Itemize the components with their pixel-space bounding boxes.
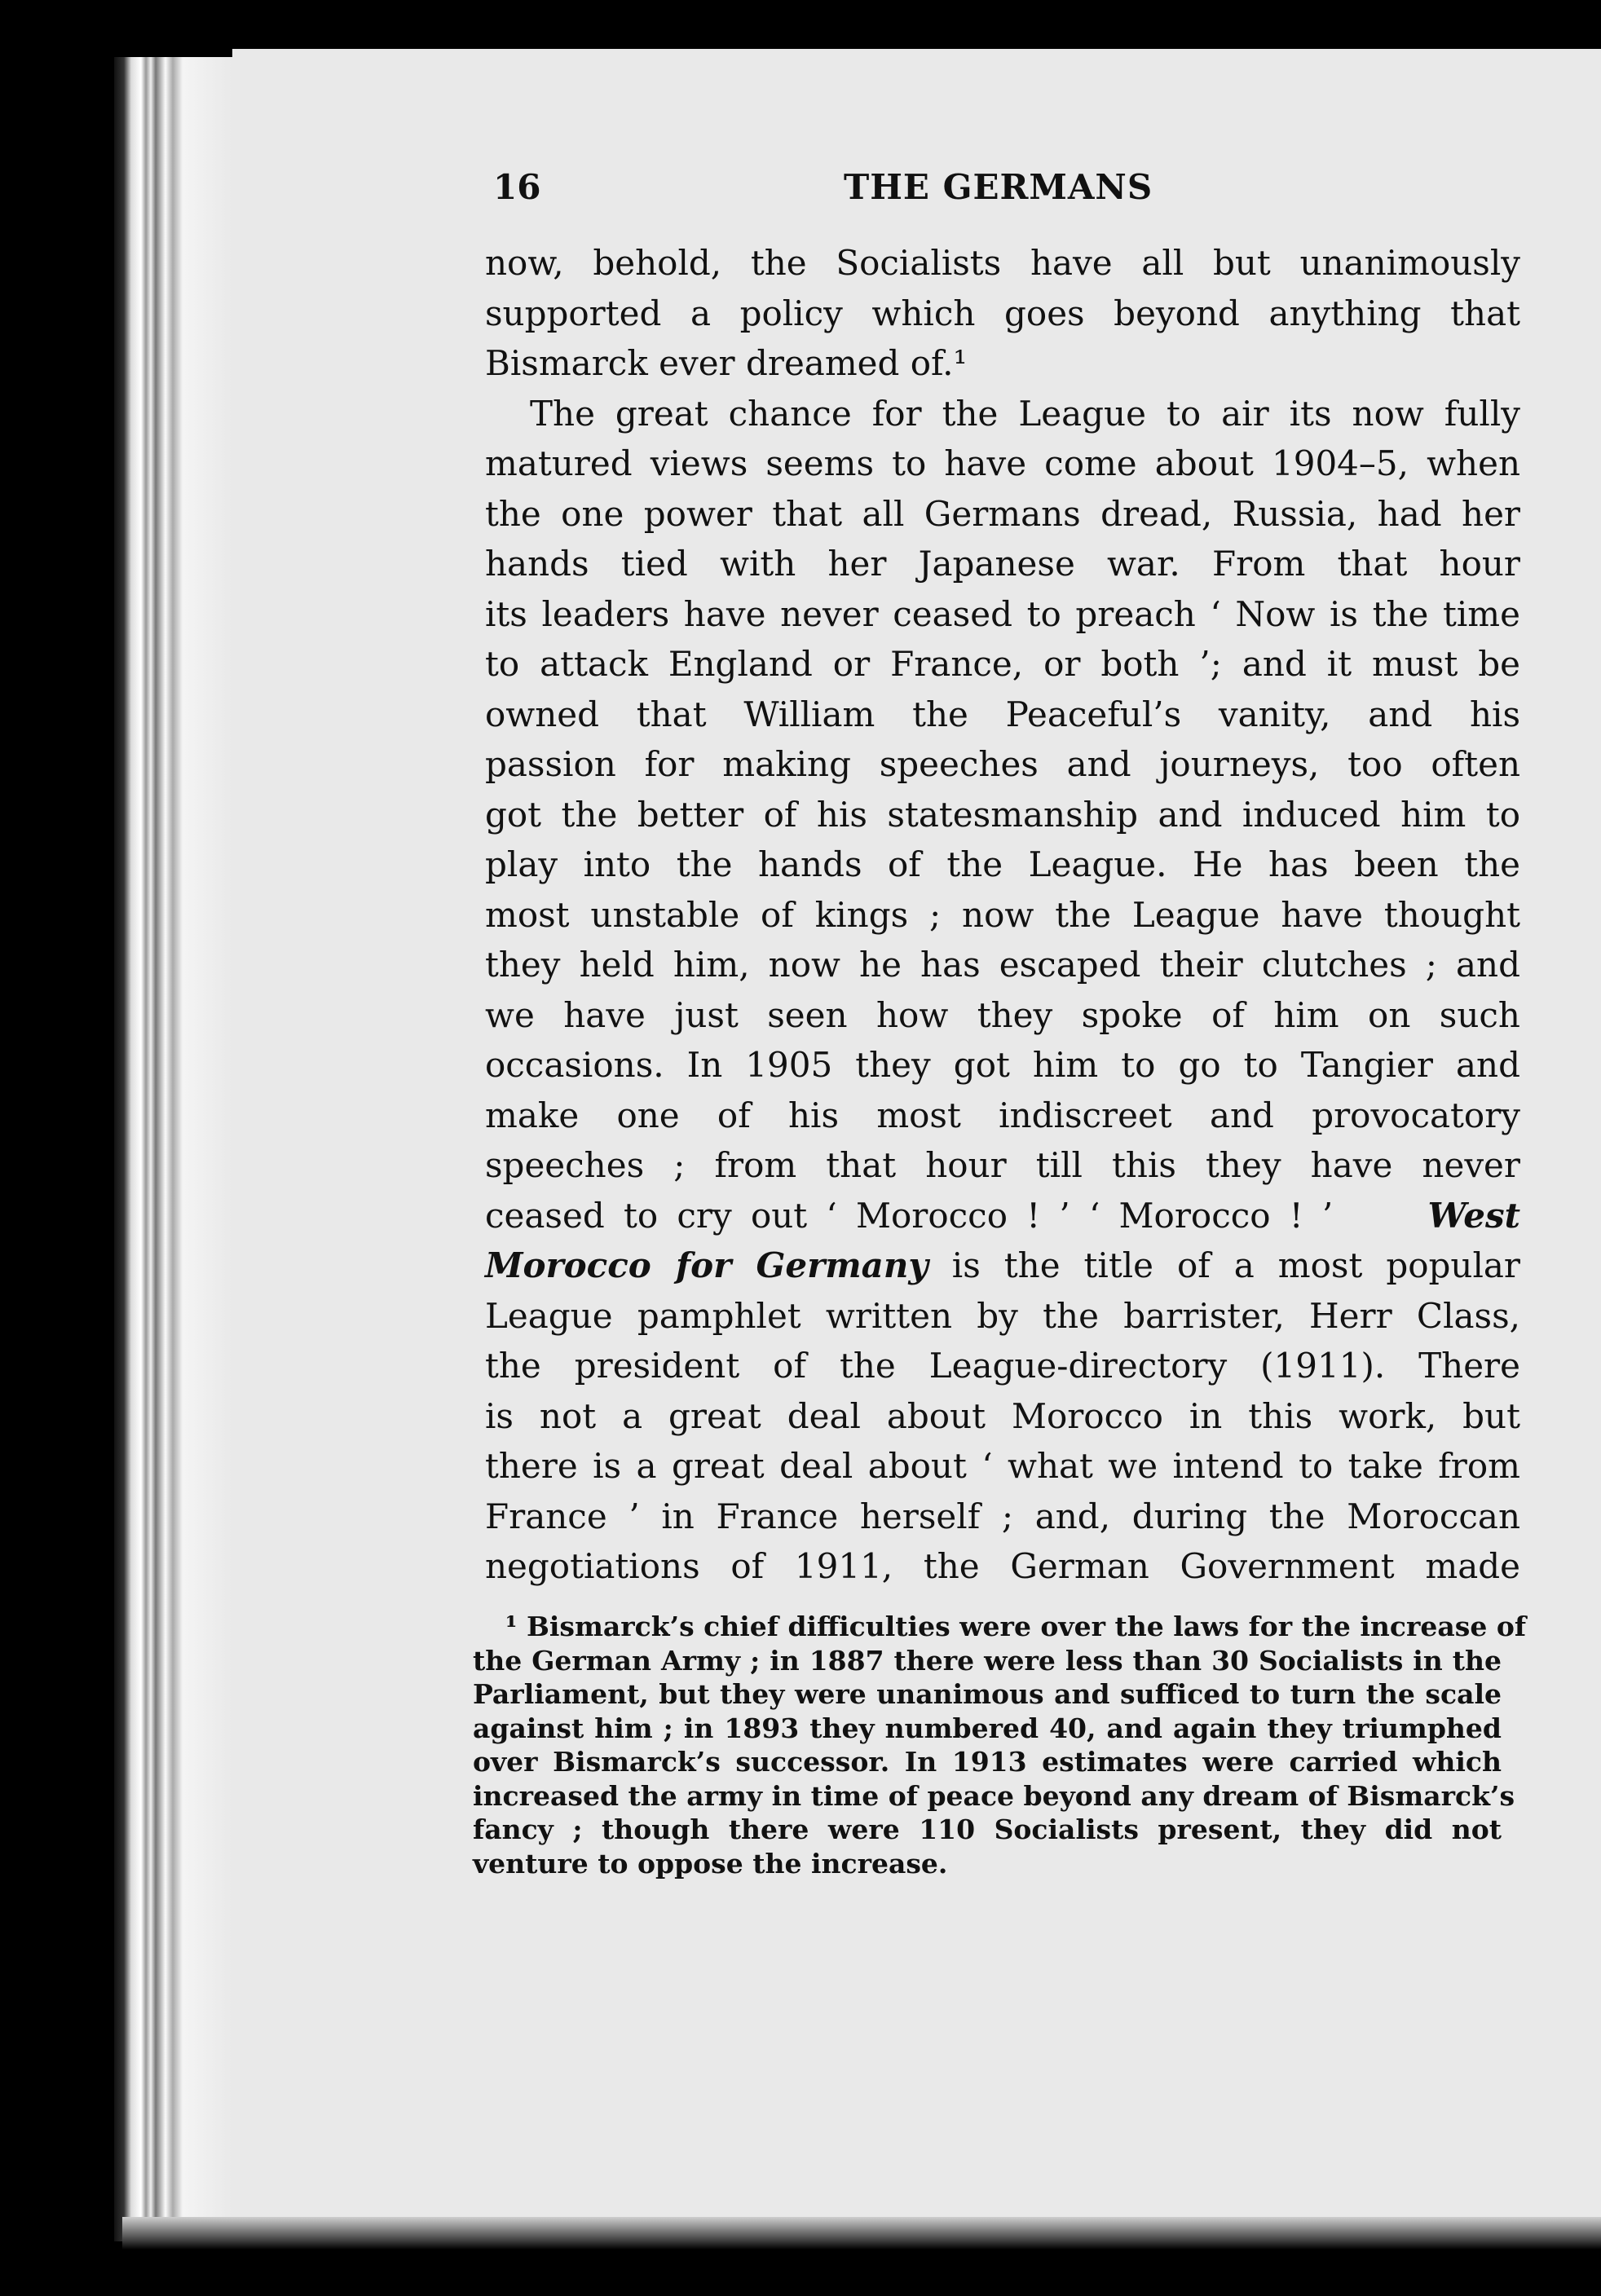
page-number: 16 (493, 167, 541, 207)
body-line: make one of his most indiscreet and provocatory (485, 1095, 1520, 1135)
body-line: got the better of his statesmanship and induced him to (485, 794, 1520, 835)
page-edge-stack (114, 57, 236, 2241)
body-line: League pamphlet written by the barrister, Herr Class, (485, 1295, 1520, 1336)
footnotes (473, 1610, 1527, 1880)
body-text (485, 238, 1520, 1592)
body-line: negotiations of 1911, the German Government made (485, 1546, 1520, 1586)
body-line: now, behold, the Socialists have all but unanimously (485, 243, 1520, 283)
footnote-line: increased the army in time of peace beyond any dream of Bismarck’s (473, 1779, 1515, 1812)
body-line: passion for making speeches and journeys, too often (485, 744, 1520, 784)
body-line: occasions. In 1905 they got him to go to Tangier and (485, 1045, 1520, 1085)
page-bottom-shadow (122, 2217, 1601, 2250)
body-line: owned that William the Peaceful’s vanity, and his (485, 694, 1520, 734)
body-line-text: ceased to cry out ‘ Morocco ! ’ ‘ Morocco ! ’ (485, 1195, 1334, 1236)
body-line: most unstable of kings ; now the League have thought (485, 894, 1520, 935)
footnote-line: Parliament, but they were unanimous and sufficed to turn the scale (473, 1678, 1502, 1710)
body-line: France ’ in France herself ; and, during the Moroccan (485, 1496, 1520, 1536)
running-head: THE GERMANS (844, 167, 1153, 207)
footnote-line: over Bismarck’s successor. In 1913 estimates were carried which (473, 1746, 1502, 1778)
footnote-line: the German Army ; in 1887 there were less than 30 Socialists in the (473, 1644, 1502, 1677)
body-line: the one power that all Germans dread, Russia, had her (485, 493, 1520, 534)
body-line: there is a great deal about ‘ what we intend to take from (485, 1446, 1520, 1486)
body-line: hands tied with her Japanese war. From that hour (485, 544, 1520, 584)
page-header (493, 167, 1528, 216)
body-line-with-italic (485, 1241, 1520, 1291)
footnote-line: against him ; in 1893 they numbered 40, and again they triumphed (473, 1712, 1502, 1744)
body-line: matured views seems to have come about 1904–5, when (485, 443, 1520, 483)
body-line: they held him, now he has escaped their clutches ; and (485, 945, 1520, 985)
footnote-line: venture to oppose the increase. (473, 1847, 948, 1880)
body-line: its leaders have never ceased to preach ‘ Now is the time (485, 593, 1520, 634)
body-line: speeches ; from that hour till this they have never (485, 1145, 1520, 1185)
body-line: the president of the League-directory (1911). There (485, 1346, 1520, 1386)
body-line-with-italic (485, 1191, 1520, 1241)
body-line-text: is the title of a most popular (928, 1245, 1520, 1285)
body-line: we have just seen how they spoke of him on such (485, 994, 1520, 1035)
footnote-line: ¹ Bismarck’s chief difficulties were over the laws for the increase of (505, 1611, 1527, 1642)
body-line: Bismarck ever dreamed of.¹ (485, 343, 968, 383)
body-line: play into the hands of the League. He has been the (485, 844, 1520, 884)
body-line: is not a great deal about Morocco in this work, but (485, 1395, 1520, 1436)
body-line: supported a policy which goes beyond anything that (485, 293, 1520, 333)
footnote-line: fancy ; though there were 110 Socialists present, they did not (473, 1813, 1502, 1845)
body-line: The great chance for the League to air its now fully (530, 393, 1520, 434)
body-line: to attack England or France, or both ’; and it must be (485, 644, 1520, 684)
italic-title-end: Morocco for Germany (485, 1245, 928, 1285)
italic-title-start: West (1427, 1195, 1520, 1236)
